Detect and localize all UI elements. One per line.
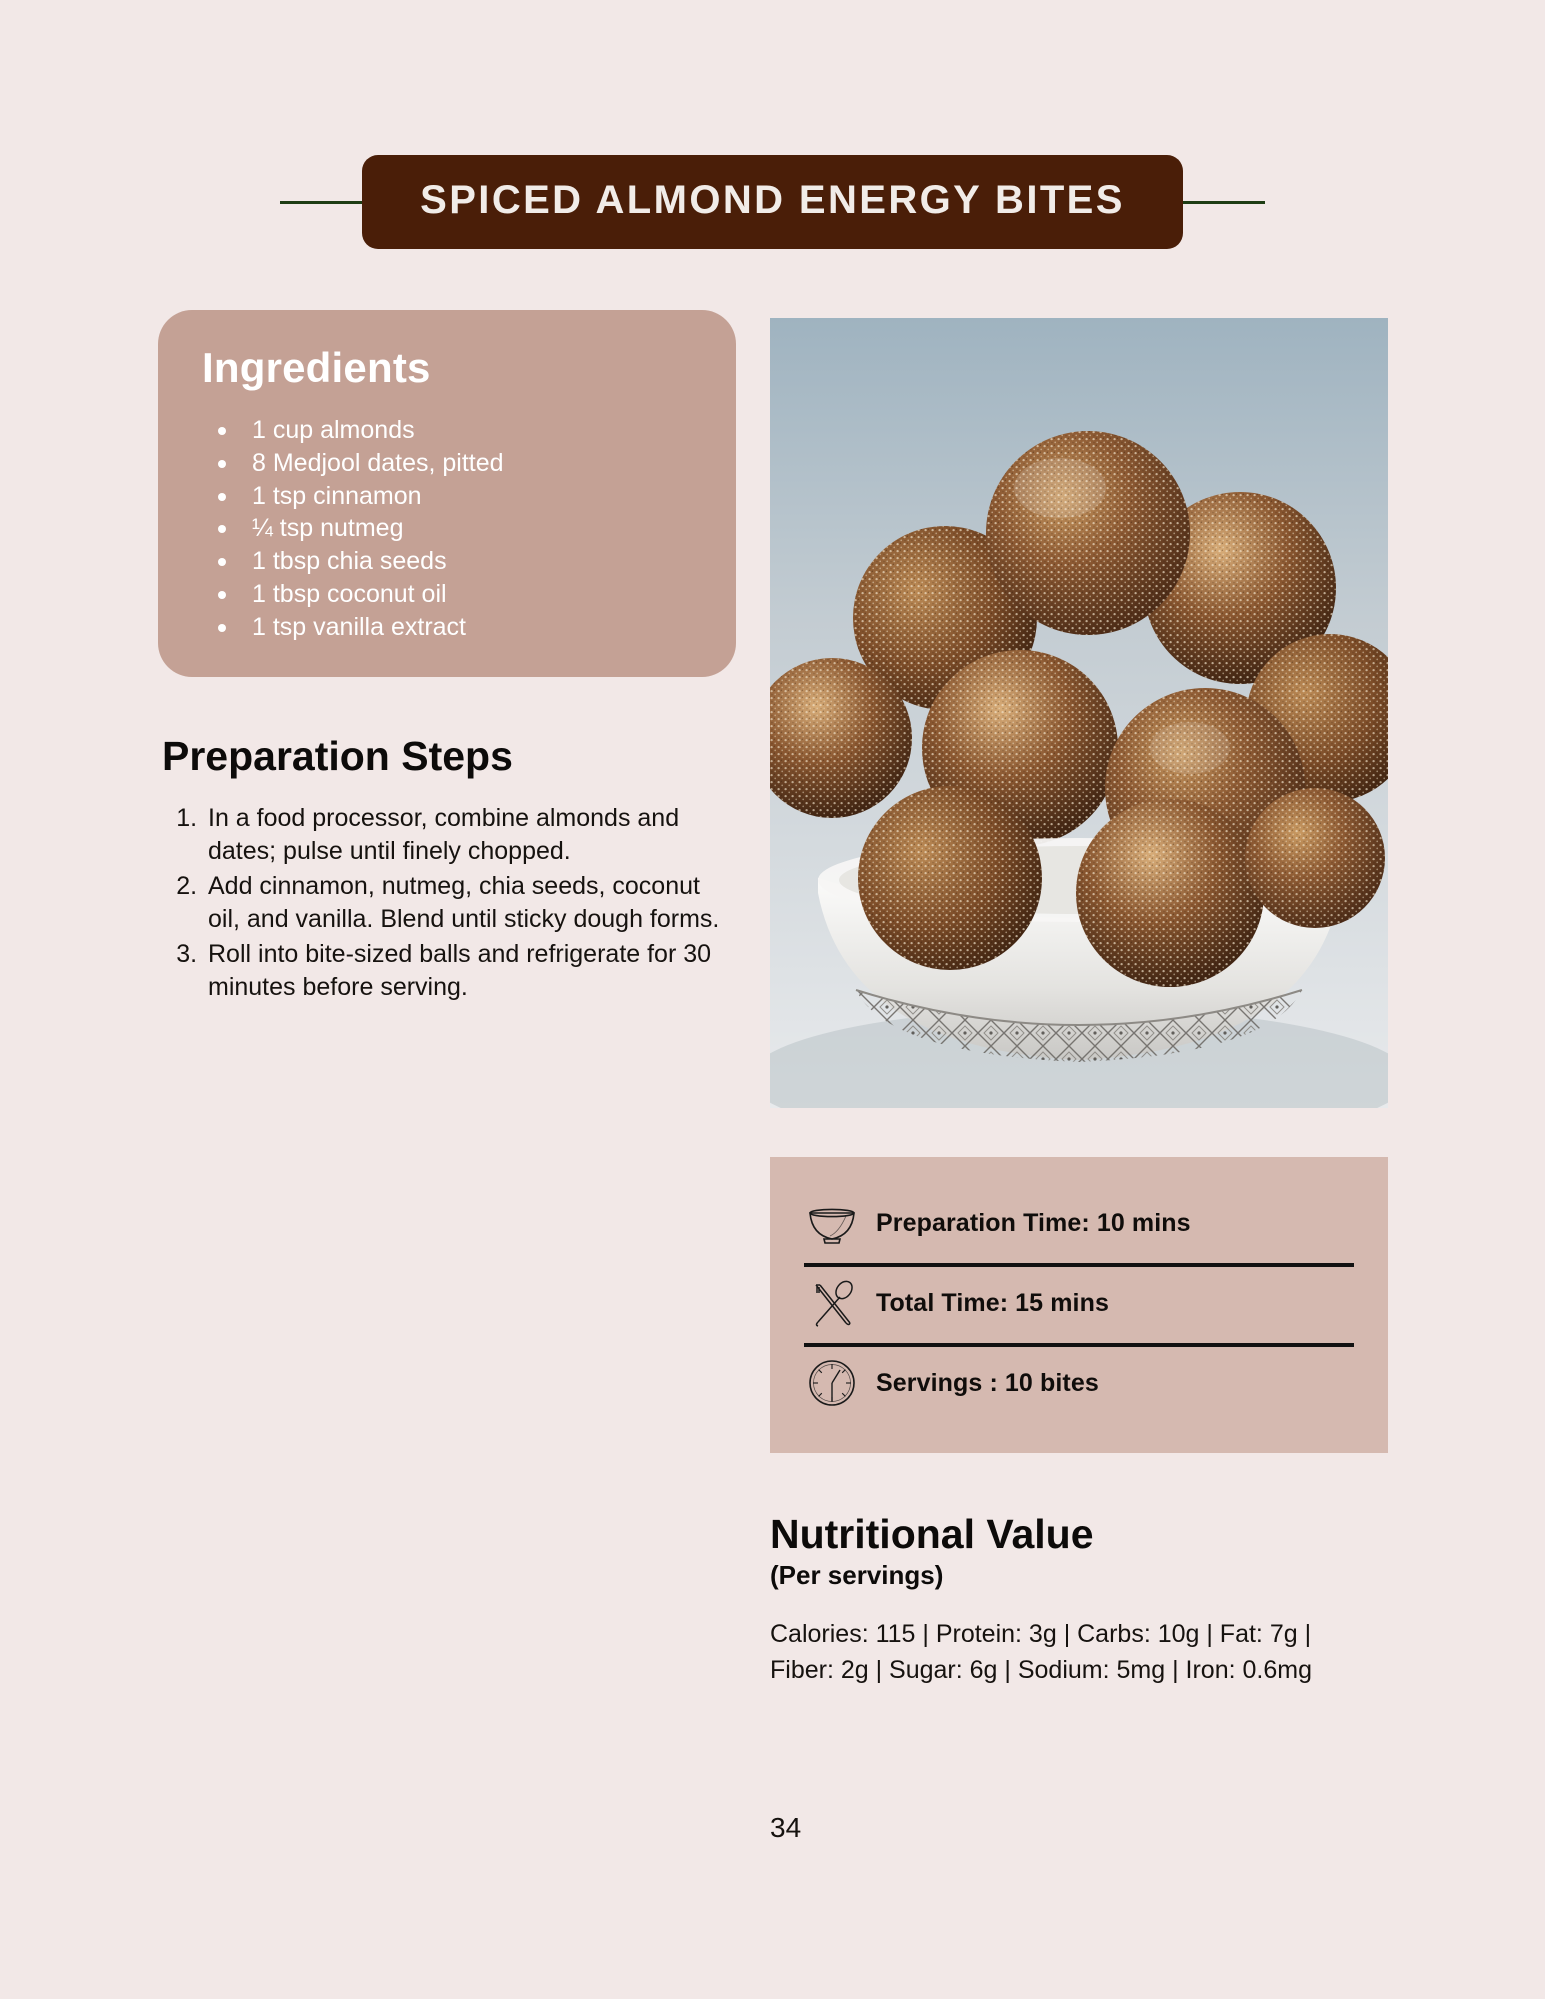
ingredients-list — [210, 414, 706, 643]
info-label: Total Time: 15 mins — [876, 1288, 1109, 1317]
page-number: 34 — [770, 1812, 802, 1843]
list-item: 1. In a food processor, combine almonds and dates; pulse until finely chopped. — [204, 802, 736, 868]
info-label: Servings : 10 bites — [876, 1368, 1099, 1397]
right-column — [770, 318, 1388, 1688]
list-item: 1 cup almonds — [210, 414, 706, 447]
preparation-heading: Preparation Steps — [162, 733, 513, 780]
ingredients-card — [158, 310, 736, 677]
nutrition-subtitle: (Per servings) — [770, 1560, 944, 1590]
ingredients-heading: Ingredients — [202, 344, 431, 391]
nutrition-title: Nutritional Value — [770, 1511, 1094, 1557]
list-item: 1 tbsp coconut oil — [210, 578, 706, 611]
info-label: Preparation Time: 10 mins — [876, 1208, 1191, 1237]
info-row-servings — [804, 1347, 1354, 1423]
list-item: ¼ tsp nutmeg — [210, 512, 706, 545]
recipe-photo-illustration — [770, 318, 1388, 1108]
list-item: 8 Medjool dates, pitted — [210, 447, 706, 480]
left-column — [158, 310, 736, 1006]
bowl-icon — [804, 1195, 860, 1251]
recipe-photo — [770, 318, 1388, 1108]
list-item: 1 tsp vanilla extract — [210, 611, 706, 644]
list-item: 2. Add cinnamon, nutmeg, chia seeds, coconut oil, and vanilla. Blend until sticky dough forms. — [204, 870, 736, 936]
clock-icon — [804, 1355, 860, 1411]
page-title: SPICED ALMOND ENERGY BITES — [420, 178, 1125, 222]
fork-spoon-icon — [804, 1275, 860, 1331]
preparation-steps-list — [204, 802, 736, 1004]
list-item: 3. Roll into bite-sized balls and refrigerate for 30 minutes before serving. — [204, 938, 736, 1004]
info-row-total-time — [804, 1267, 1354, 1343]
list-item: 1 tsp cinnamon — [210, 480, 706, 513]
recipe-info-box — [770, 1157, 1388, 1453]
list-item: 1 tbsp chia seeds — [210, 545, 706, 578]
info-row-preparation-time — [804, 1187, 1354, 1263]
title-banner — [362, 155, 1183, 249]
page-title-row — [0, 155, 1545, 249]
nutrition-text: Calories: 115 | Protein: 3g | Carbs: 10g | Fat: 7g | Fiber: 2g | Sugar: 6g | Sodium: 5mg | Iron: 0.6mg — [770, 1620, 1312, 1684]
